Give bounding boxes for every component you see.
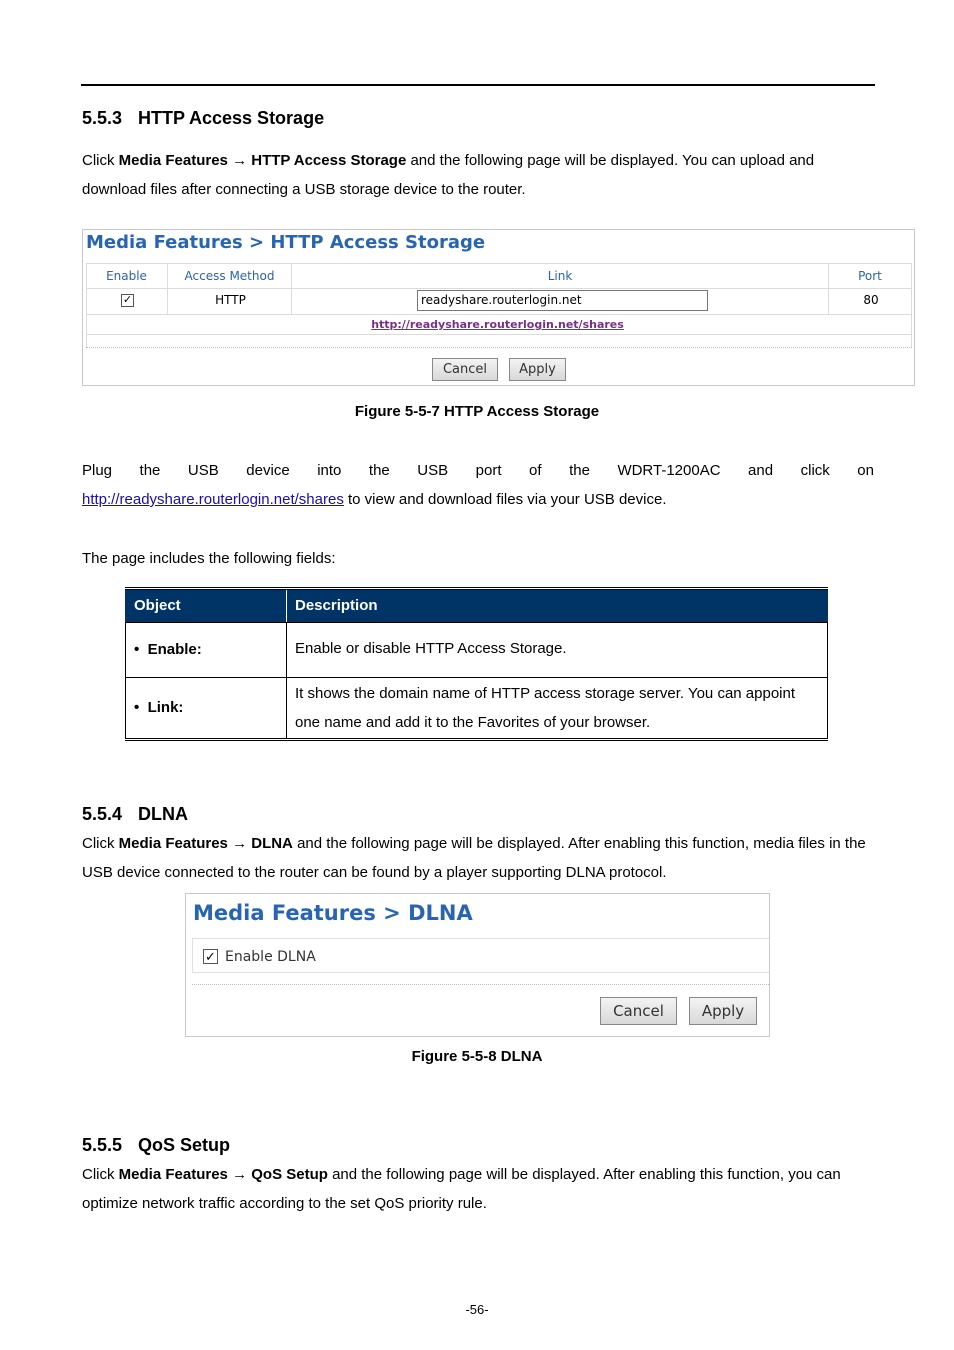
column-header-link: Link — [547, 269, 573, 283]
plug-paragraph-line2: http://readyshare.routerlogin.net/shares to view and download files via your USB device. — [82, 491, 667, 508]
arrow-icon: → — [232, 835, 248, 852]
enable-dlna-checkbox[interactable]: ✓ — [203, 949, 218, 964]
http-access-storage-screenshot — [82, 229, 915, 386]
intro-paragraph-http: Click Media Features → HTTP Access Storage and the following page will be displayed. You can upload and download files after connecting a USB storage device to the router. — [82, 152, 815, 198]
column-header-port: Port — [858, 269, 882, 283]
bullet-icon: • — [134, 641, 148, 658]
apply-button[interactable]: Apply — [689, 997, 757, 1025]
header-rule — [81, 84, 875, 86]
figure-caption-dlna: Figure 5-5-8 DLNA — [411, 1048, 543, 1065]
share-link[interactable]: http://readyshare.routerlogin.net/shares — [371, 318, 624, 331]
section-title: HTTP Access Storage — [138, 108, 325, 128]
section-number: 5.5.5 — [82, 1135, 123, 1155]
access-method-value: HTTP — [215, 293, 246, 307]
enable-checkbox[interactable]: ✓ — [122, 294, 133, 306]
shares-link[interactable]: http://readyshare.routerlogin.net/shares — [82, 491, 344, 508]
section-title: DLNA — [138, 804, 188, 824]
table-header — [125, 590, 828, 622]
plug-paragraph-line1: Plug the USB device into the USB port of the WDRT-1200AC and click on — [82, 462, 874, 479]
section-heading-5-5-5 — [82, 1135, 230, 1156]
screenshot-title: Media Features > DLNA — [193, 901, 473, 925]
column-header-access-method: Access Method — [184, 269, 275, 283]
table-row — [125, 677, 828, 738]
table-row — [125, 622, 828, 677]
arrow-icon: → — [232, 1166, 248, 1183]
section-heading-5-5-3 — [82, 108, 324, 129]
header-description: Description — [295, 597, 378, 614]
cancel-button[interactable]: Cancel — [600, 997, 677, 1025]
object-description: Enable or disable HTTP Access Storage. — [295, 640, 567, 657]
apply-button[interactable]: Apply — [509, 358, 566, 381]
object-label: Link: — [147, 699, 184, 716]
section-heading-5-5-4 — [82, 804, 188, 825]
page-number: -56- — [465, 1302, 489, 1317]
cancel-button[interactable]: Cancel — [432, 358, 498, 381]
intro-paragraph-dlna: Click Media Features → DLNA and the following page will be displayed. After enabling this function, media files in the USB device connected to the router can be found by a player supporting DLNA protocol. — [82, 835, 866, 881]
header-object: Object — [134, 597, 181, 614]
section-title: QoS Setup — [138, 1135, 231, 1155]
column-header-enable: Enable — [106, 269, 147, 283]
dlna-screenshot — [185, 893, 770, 1037]
enable-dlna-label: Enable DLNA — [225, 949, 316, 965]
figure-caption-http: Figure 5-5-7 HTTP Access Storage — [354, 403, 600, 420]
fields-intro: The page includes the following fields: — [82, 550, 336, 567]
object-label: Enable: — [147, 641, 202, 658]
section-number: 5.5.4 — [82, 804, 123, 824]
port-value: 80 — [863, 293, 879, 307]
screenshot-title: Media Features > HTTP Access Storage — [86, 232, 486, 253]
arrow-icon: → — [232, 152, 248, 169]
fields-table — [125, 587, 828, 741]
bullet-icon: • — [134, 699, 148, 716]
link-input[interactable]: readyshare.routerlogin.net — [417, 290, 708, 311]
object-description: It shows the domain name of HTTP access storage server. You can appoint one name and add it to the Favorites of your browser. — [295, 685, 796, 731]
intro-paragraph-qos: Click Media Features → QoS Setup and the following page will be displayed. After enabling this function, you can optimize network traffic according to the set QoS priority rule. — [82, 1166, 841, 1212]
section-number: 5.5.3 — [82, 108, 123, 128]
